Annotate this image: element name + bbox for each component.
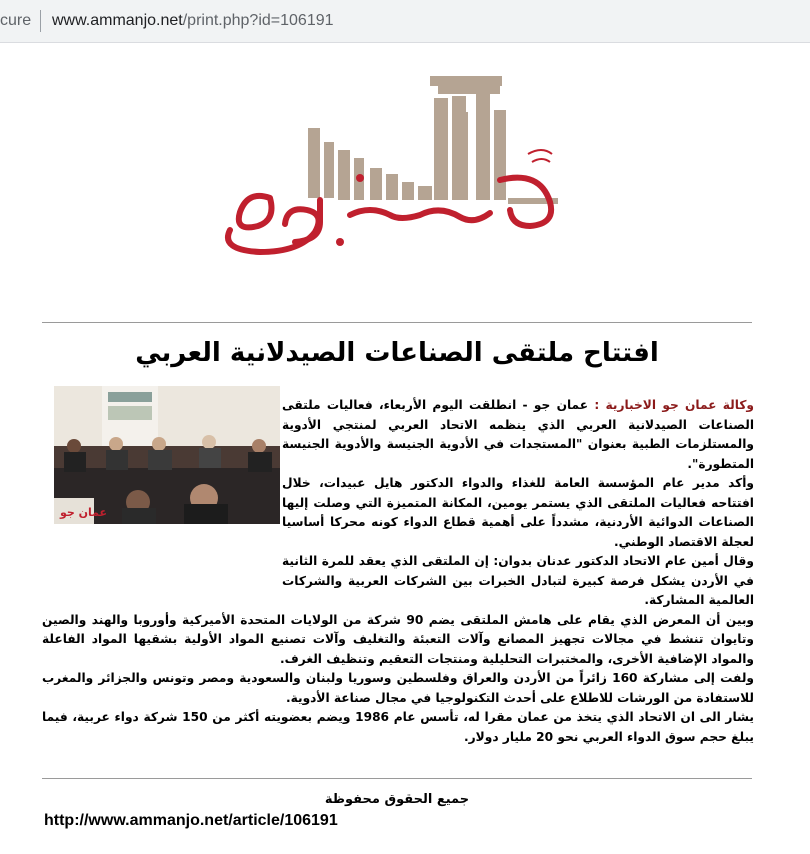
article-paragraph: وأكد مدير عام المؤسسة العامة للغذاء والدواء الدكتور هايل عبيدات، خلال افتتاحه فعاليات الملتقى الذي يستمر يومين، المكانة المتميزة التي وصلت إليها الصناعات الدوائية الأردنية، مشدداً على أهمية قطاع الدواء كونه محركا أساسيا لعجلة الاقتصاد الوطني.: [282, 476, 754, 549]
url-path: /print.php?id=106191: [182, 12, 334, 29]
paragraph-text: عمان جو - انطلقت اليوم الأربعاء، فعاليات ملتقى الصناعات الصيدلانية العربي الذي ينظمه الاتحاد العربي لمنتجي الأدوية والمستلزمات الطبية بعنوان "المستجدات في الأدوية الجنيسة والأدوية الجنيسة المتطورة".: [282, 398, 754, 471]
divider-top: [42, 322, 752, 323]
address-separator: [40, 10, 41, 32]
photo-watermark: عمان جو: [60, 506, 108, 519]
photo-spacer: [42, 396, 282, 576]
article-link[interactable]: http://www.ammanjo.net/article/106191: [44, 812, 338, 829]
divider-bottom: [42, 778, 752, 779]
browser-address-bar[interactable]: [0, 0, 810, 43]
agency-name: وكالة عمان جو الاخبارية :: [594, 398, 754, 412]
article-paragraph: وقال أمين عام الاتحاد الدكتور عدنان بدوان: إن الملتقى الذي يعقد للمرة الثانية في الأردن يشكل فرصة كبيرة لتبادل الخبرات بين الشركات العربية والشركات العالمية المشاركة.: [282, 554, 754, 607]
article-headline: افتتاح ملتقى الصناعات الصيدلانية العربي: [135, 338, 659, 368]
article-body: [42, 396, 754, 747]
article-paragraph: وبين أن المعرض الذي يقام على هامش الملتقى يضم 90 شركة من الولايات المتحدة الأميركية وأوروبا والهند والصين وتايوان تنشط في مجالات تجهيز المصانع وآلات التعبئة والتغليف وآلات تصنيع المواد الأولية بشقيها المواد الفاعلة والمواد الإضافية الأخرى، والمختبرات التحليلية ومنتجات التعقيم وتنظيف الغرف.: [42, 612, 755, 666]
url-text[interactable]: [52, 12, 334, 30]
url-host: www.ammanjo.net: [52, 12, 183, 29]
article-paragraph: ولفت إلى مشاركة 160 زائراً من الأردن والعراق وفلسطين وسوريا ولبنان والسعودية ومصر وتونس والجزائر والمغرب للاستفادة من الورشات للاطلاع على أحدث التكنولوجيا في مجال صناعة الأدوية.: [42, 671, 754, 705]
site-logo: [210, 70, 590, 270]
article-paragraph: يشار الى ان الاتحاد الذي يتخذ من عمان مقرا له، تأسس عام 1986 ويضم بعضويته أكثر من 150 شركة دواء عربية، فيما يبلغ حجم سوق الدواء العربي نحو 20 مليار دولار.: [42, 710, 755, 744]
copyright-notice: جميع الحقوق محفوظة: [324, 792, 470, 807]
security-indicator[interactable]: cure: [0, 12, 32, 29]
